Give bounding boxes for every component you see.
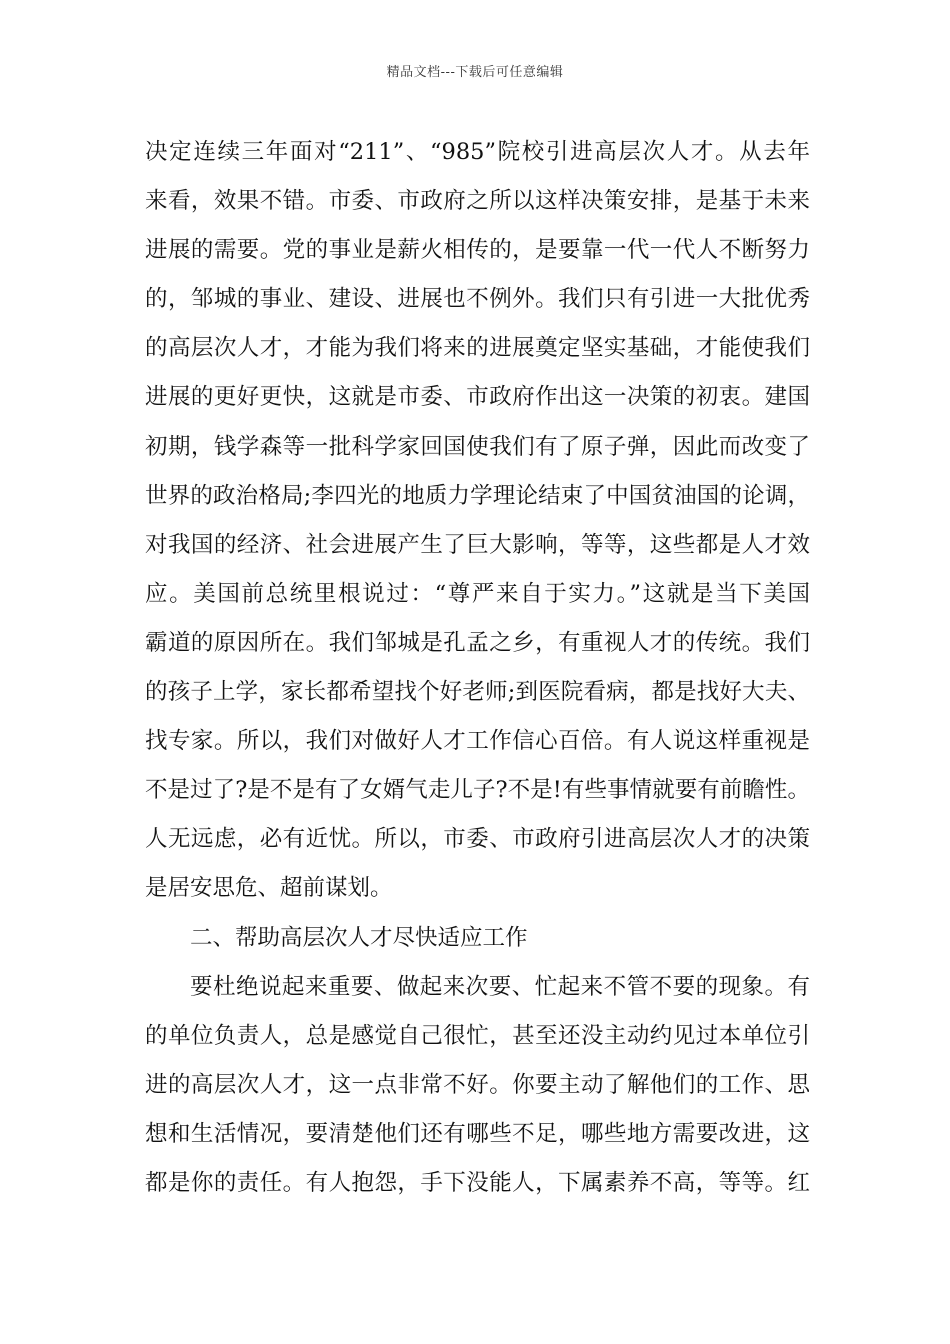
text-line: 的孩子上学，家长都希望找个好老师;到医院看病，都是找好大夫、: [145, 679, 810, 706]
text-line: 的单位负责人，总是感觉自己很忙，甚至还没主动约见过本单位引: [145, 1022, 810, 1049]
text-line: 进展的需要。党的事业是薪火相传的，是要靠一代一代人不断努力: [145, 237, 810, 264]
text-line: 初期，钱学森等一批科学家回国使我们有了原子弹，因此而改变了: [145, 433, 810, 460]
text-line: 找专家。所以，我们对做好人才工作信心百倍。有人说这样重视是: [145, 728, 810, 755]
text-line: 人无远虑，必有近忧。所以，市委、市政府引进高层次人才的决策: [145, 826, 810, 853]
text-line: 世界的政治格局;李四光的地质力学理论结束了中国贫油国的论调，: [145, 482, 810, 509]
text-line: 都是你的责任。有人抱怨，手下没能人，下属素养不高，等等。红: [145, 1169, 810, 1196]
text-line: 想和生活情况，要清楚他们还有哪些不足，哪些地方需要改进，这: [145, 1120, 810, 1147]
text-line: 来看，效果不错。市委、市政府之所以这样决策安排，是基于未来: [145, 188, 810, 215]
text-line: 的，邹城的事业、建设、进展也不例外。我们只有引进一大批优秀: [145, 286, 810, 313]
text-line: 进展的更好更快，这就是市委、市政府作出这一决策的初衷。建国: [145, 384, 810, 411]
paragraph-end-line: 是居安思危、超前谋划。: [145, 875, 393, 902]
text-line: 进的高层次人才，这一点非常不好。你要主动了解他们的工作、思: [145, 1071, 810, 1098]
text-line: 不是过了?是不是有了女婿气走儿子?不是!有些事情就要有前瞻性。: [145, 777, 810, 804]
text-line: 霸道的原因所在。我们邹城是孔孟之乡，有重视人才的传统。我们: [145, 629, 810, 656]
text-line: 应。美国前总统里根说过：“尊严来自于实力。”这就是当下美国: [145, 580, 810, 607]
paragraph-first-line: 要杜绝说起来重要、做起来次要、忙起来不管不要的现象。有: [190, 973, 810, 1000]
text-line: 的高层次人才，才能为我们将来的进展奠定坚实基础，才能使我们: [145, 335, 810, 362]
page-header: 精品文档---下载后可任意编辑: [386, 65, 564, 80]
text-line: 对我国的经济、社会进展产生了巨大影响，等等，这些都是人才效: [145, 531, 810, 558]
text-line: 决定连续三年面对“211”、“985”院校引进高层次人才。从去年: [145, 139, 810, 165]
section-heading: 二、帮助高层次人才尽快适应工作: [190, 924, 528, 951]
document-body: [145, 128, 810, 1208]
